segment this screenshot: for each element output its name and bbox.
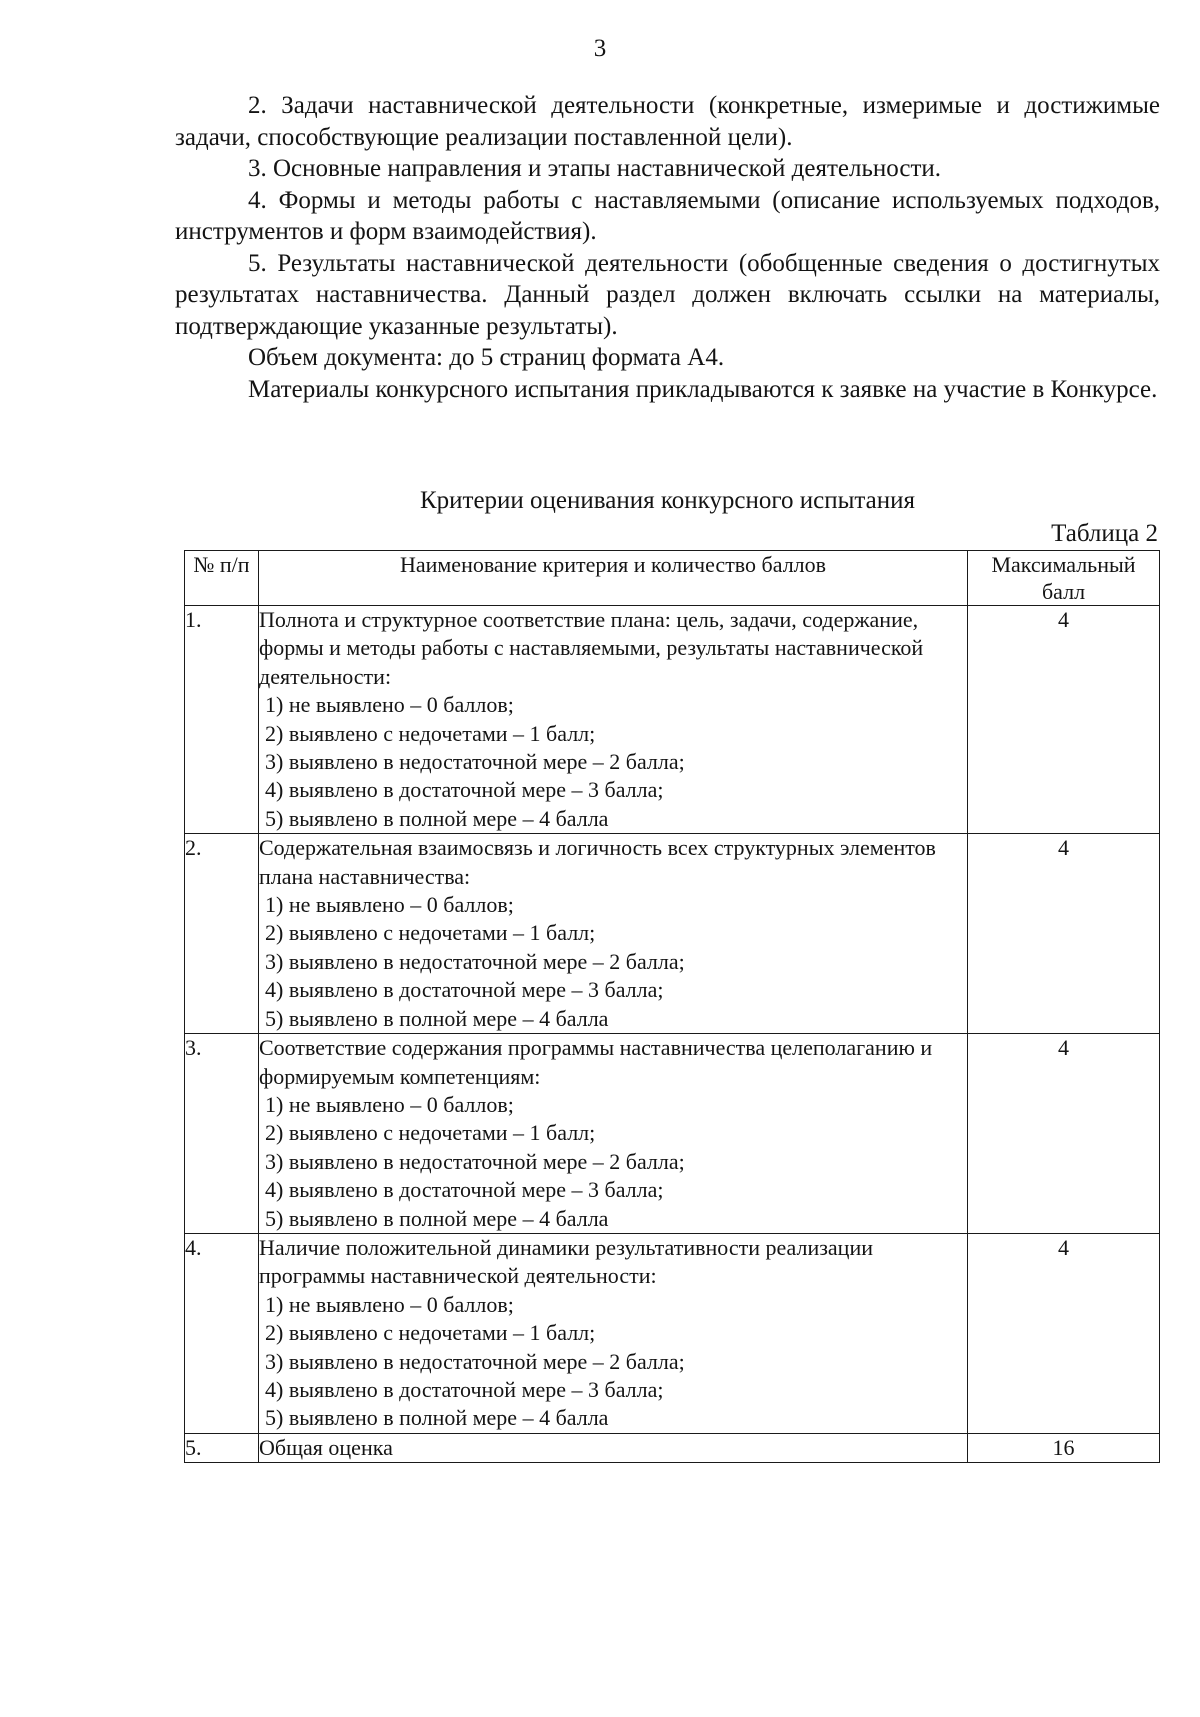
criterion-cell	[259, 834, 968, 1034]
criterion-cell	[259, 606, 968, 834]
criterion-score-option: 1) не выявлено – 0 баллов;	[265, 692, 514, 718]
page-number: 3	[593, 35, 607, 62]
paragraph-document-volume: Объем документа: до 5 страниц формата А4.	[248, 344, 725, 371]
row-number: 4.	[185, 1233, 259, 1433]
criterion-score-option: 3) выявлено в недостаточной мере – 2 балла;	[265, 1148, 685, 1174]
row-number: 3.	[185, 1034, 259, 1234]
row-number: 1.	[185, 606, 259, 834]
criterion-score-option: 1) не выявлено – 0 баллов;	[265, 892, 514, 918]
criteria-table-body	[185, 606, 1160, 1463]
header-number: № п/п	[185, 551, 259, 606]
max-score: 4	[968, 834, 1160, 1034]
body-text	[175, 90, 1160, 405]
criterion-score-option: 5) выявлено в полной мере – 4 балла	[265, 1205, 609, 1231]
table-label: Таблица 2	[1051, 520, 1158, 547]
criterion-score-option: 2) выявлено с недочетами – 1 балл;	[265, 720, 596, 746]
criterion-score-option: 4) выявлено в достаточной мере – 3 балла;	[265, 977, 664, 1003]
criterion-score-option: 1) не выявлено – 0 баллов;	[265, 1291, 514, 1317]
paragraph-forms-methods: 4. Формы и методы работы с наставляемыми (описание используемых подходов, инструментов и форм взаимодействия).	[175, 186, 1160, 245]
criterion-score-option: 1) не выявлено – 0 баллов;	[265, 1091, 514, 1117]
criterion-score-option: 4) выявлено в достаточной мере – 3 балла;	[265, 1376, 664, 1402]
paragraph-tasks: 2. Задачи наставнической деятельности (конкретные, измеримые и достижимые задачи, способствующие реализации поставленной цели).	[175, 92, 1160, 151]
max-score: 16	[968, 1433, 1160, 1462]
table-header-row	[185, 551, 1160, 606]
criterion-title: Полнота и структурное соответствие плана: цель, задачи, содержание, формы и методы работы с наставляемыми, результаты наставнической деятельности:	[259, 607, 924, 689]
criterion-score-option: 5) выявлено в полной мере – 4 балла	[265, 805, 609, 831]
max-score: 4	[968, 1034, 1160, 1234]
row-number: 2.	[185, 834, 259, 1034]
criteria-table	[184, 550, 1160, 1463]
criterion-cell	[259, 1034, 968, 1234]
criterion-cell	[259, 1233, 968, 1433]
criterion-score-option: 2) выявлено с недочетами – 1 балл;	[265, 920, 596, 946]
criterion-title: Общая оценка	[259, 1434, 393, 1460]
table-row	[185, 1433, 1160, 1462]
max-score: 4	[968, 606, 1160, 834]
criterion-score-option: 3) выявлено в недостаточной мере – 2 балла;	[265, 749, 685, 775]
paragraph-materials: Материалы конкурсного испытания прикладываются к заявке на участие в Конкурсе.	[248, 375, 1158, 403]
criterion-title: Наличие положительной динамики результативности реализации программы наставнической деятельности:	[259, 1234, 874, 1289]
table-row	[185, 1233, 1160, 1433]
criterion-score-option: 5) выявлено в полной мере – 4 балла	[265, 1005, 609, 1031]
table-row	[185, 834, 1160, 1034]
table-caption: Критерии оценивания конкурсного испытания	[419, 487, 916, 514]
row-number: 5.	[185, 1433, 259, 1462]
paragraph-results: 5. Результаты наставнической деятельности (обобщенные сведения о достигнутых результатах наставничества. Данный раздел должен включать ссылки на материалы, подтверждающие указанные результаты).	[175, 249, 1160, 340]
criterion-score-option: 5) выявлено в полной мере – 4 балла	[265, 1405, 609, 1431]
criterion-score-option: 3) выявлено в недостаточной мере – 2 балла;	[265, 948, 685, 974]
criterion-title: Соответствие содержания программы наставничества целеполаганию и формируемым компетенциям:	[259, 1035, 933, 1089]
criterion-score-option: 2) выявлено с недочетами – 1 балл;	[265, 1120, 596, 1146]
table-row	[185, 606, 1160, 834]
max-score: 4	[968, 1233, 1160, 1433]
criterion-score-option: 4) выявлено в достаточной мере – 3 балла;	[265, 1177, 664, 1203]
criterion-title: Содержательная взаимосвязь и логичность всех структурных элементов плана наставничества:	[259, 835, 936, 889]
paragraph-directions: 3. Основные направления и этапы наставнической деятельности.	[248, 155, 942, 182]
criterion-score-option: 3) выявлено в недостаточной мере – 2 балла;	[265, 1348, 685, 1374]
table-row	[185, 1034, 1160, 1234]
criterion-score-option: 2) выявлено с недочетами – 1 балл;	[265, 1320, 596, 1346]
criterion-cell	[259, 1433, 968, 1462]
criterion-score-option: 4) выявлено в достаточной мере – 3 балла;	[265, 777, 664, 803]
header-criterion-name: Наименование критерия и количество баллов	[259, 551, 968, 606]
header-max-score: Максимальный балл	[968, 551, 1160, 606]
